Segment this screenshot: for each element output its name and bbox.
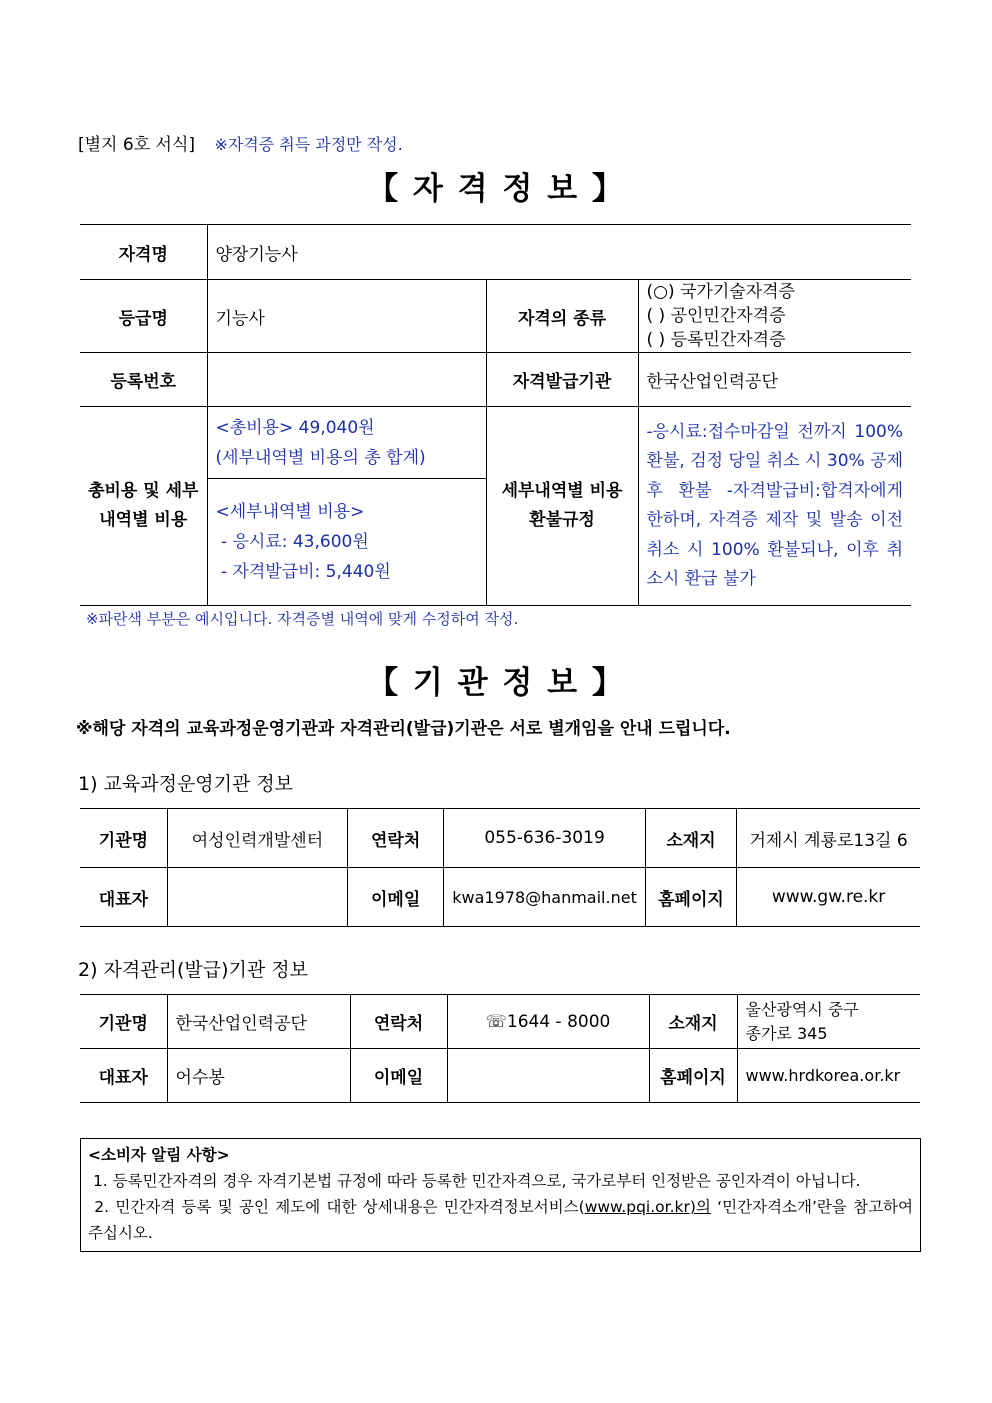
edu-institution-table: [80, 808, 920, 927]
consumer-item-2-b: ‘민간자격소개’란을 참고하여 주십시오.: [88, 1198, 918, 1242]
edu-homepage: www.gw.re.kr: [737, 868, 920, 927]
edu-homepage-label: 홈페이지: [645, 868, 736, 927]
issuer-section-heading: 2) 자격관리(발급)기관 정보: [78, 959, 308, 981]
edu-email-label: 이메일: [348, 868, 444, 927]
detail-exam-fee: - 응시료: 43,600원: [215, 532, 369, 552]
detail-cost-cell: [207, 479, 486, 606]
qualification-name: 양장기능사: [207, 225, 911, 280]
issuer-address-label: 소재지: [649, 995, 737, 1049]
refund-label: 세부내역별 비용 환불규정: [486, 407, 638, 606]
type-registered-private: ( ) 등록민간자격증: [646, 330, 786, 350]
consumer-item-2-a: 2. 민간자격 등록 및 공인 제도에 대한 상세내용은 민간자격정보서비스(: [88, 1198, 585, 1216]
issuer-value: 한국산업인력공단: [638, 353, 911, 407]
consumer-title: <소비자 알림 사항>: [88, 1146, 230, 1164]
issuer-address-line2: 종가로 345: [745, 1023, 828, 1043]
edu-name-label: 기관명: [80, 809, 167, 868]
grade-label: 등급명: [80, 280, 207, 353]
issuer-email: [447, 1049, 649, 1103]
issuer-email-label: 이메일: [350, 1049, 447, 1103]
pqi-link[interactable]: www.pqi.or.kr)의: [584, 1198, 711, 1216]
edu-contact: 055-636-3019: [444, 809, 646, 868]
total-cost-cell: [207, 407, 486, 479]
issuer-rep: 어수봉: [167, 1049, 350, 1103]
form-note: ※자격증 취득 과정만 작성.: [214, 135, 403, 154]
detail-header: <세부내역별 비용>: [215, 502, 365, 522]
edu-section-heading: 1) 교육과정운영기관 정보: [78, 773, 294, 795]
type-label: 자격의 종류: [486, 280, 638, 353]
issuer-address: [737, 995, 920, 1049]
institution-title: 【 기 관 정 보 】: [367, 665, 625, 701]
form-code: [별지 6호 서식]: [78, 135, 195, 155]
issuer-name: 한국산업인력공단: [167, 995, 350, 1049]
issuer-homepage-label: 홈페이지: [649, 1049, 737, 1103]
consumer-notice: [80, 1138, 921, 1252]
reg-number: [207, 353, 486, 407]
qualification-table: [80, 224, 911, 606]
edu-address: 거제시 계룡로13길 6: [737, 809, 920, 868]
edu-name: 여성인력개발센터: [167, 809, 347, 868]
edu-address-label: 소재지: [645, 809, 736, 868]
consumer-item-2: [88, 1194, 918, 1246]
type-certified-private: ( ) 공인민간자격증: [646, 306, 786, 326]
edu-contact-label: 연락처: [348, 809, 444, 868]
type-options: [638, 280, 911, 353]
type-national: (○) 국가기술자격증: [646, 282, 795, 302]
issuer-label: 자격발급기관: [486, 353, 638, 407]
edu-email: kwa1978@hanmail.net: [444, 868, 646, 927]
edu-rep: [167, 868, 347, 927]
institution-note: ※해당 자격의 교육과정운영기관과 자격관리(발급)기관은 서로 별개임을 안내 드립니다.: [76, 719, 731, 739]
issuer-contact: ☏1644 - 8000: [447, 995, 649, 1049]
consumer-item-1: 1. 등록민간자격의 경우 자격기본법 규정에 따라 등록한 민간자격으로, 국가로부터 인정받은 공인자격이 아닙니다.: [88, 1172, 861, 1190]
form-header: [78, 130, 403, 155]
sample-note: ※파란색 부분은 예시입니다. 자격증별 내역에 맞게 수정하여 작성.: [86, 610, 519, 628]
issuer-institution-table: [80, 994, 920, 1103]
issuer-address-line1: 울산광역시 중구: [745, 999, 859, 1019]
issuer-homepage: www.hrdkorea.or.kr: [737, 1049, 920, 1103]
total-cost: <총비용> 49,040원: [215, 417, 375, 438]
total-cost-note: (세부내역별 비용의 총 합계): [215, 447, 426, 468]
detail-issue-fee: - 자격발급비: 5,440원: [215, 562, 391, 582]
cost-label: 총비용 및 세부내역별 비용: [80, 407, 207, 606]
qualification-title: 【 자 격 정 보 】: [367, 171, 625, 207]
edu-rep-label: 대표자: [80, 868, 167, 927]
issuer-name-label: 기관명: [80, 995, 167, 1049]
issuer-contact-label: 연락처: [350, 995, 447, 1049]
name-label: 자격명: [80, 225, 207, 280]
grade-value: 기능사: [207, 280, 486, 353]
reg-label: 등록번호: [80, 353, 207, 407]
issuer-rep-label: 대표자: [80, 1049, 167, 1103]
refund-text: -응시료:접수마감일 전까지 100% 환불, 검정 당일 취소 시 30% 공제 후 환불 -자격발급비:합격자에게 한하며, 자격증 제작 및 발송 이전 취소 시 100% 환불되나, 이후 취소시 환급 불가: [638, 407, 911, 606]
